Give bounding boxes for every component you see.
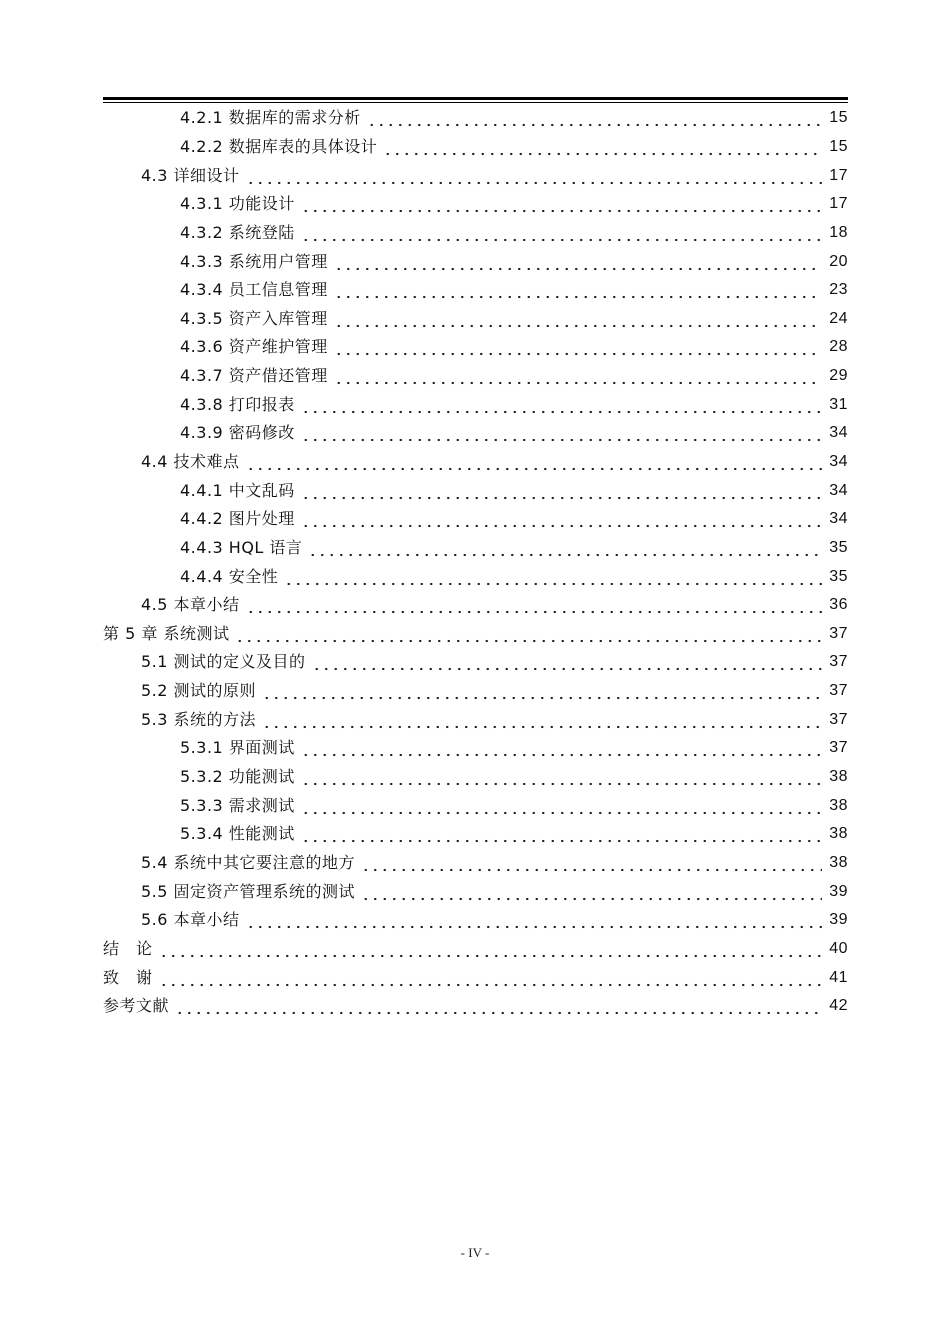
header-rule-thick [103, 97, 848, 100]
toc-entry-title: 功能设计 [228, 194, 295, 214]
toc-entry-title: 数据库表的具体设计 [228, 136, 378, 156]
toc-entry-page: 38 [829, 853, 848, 871]
toc-entry[interactable] [103, 219, 848, 248]
toc-entry[interactable] [103, 849, 848, 878]
toc-entry-title: 结 论 [103, 938, 153, 958]
toc-entry[interactable] [103, 963, 848, 992]
toc-dot-leader [262, 714, 822, 730]
toc-entry-title: 数据库的需求分析 [228, 108, 361, 128]
toc-entry[interactable] [103, 390, 848, 419]
toc-entry-number: 4.3.6 [180, 337, 229, 357]
toc-entry[interactable] [103, 333, 848, 362]
toc-entry-title: 详细设计 [173, 165, 240, 185]
toc-entry[interactable] [103, 877, 848, 906]
toc-entry-number: 4.3.5 [180, 308, 229, 328]
toc-dot-leader [367, 112, 822, 128]
toc-entry-page: 15 [829, 109, 848, 127]
toc-entry-title: 界面测试 [228, 738, 295, 758]
toc-entry-number: 4.3.8 [180, 394, 229, 414]
toc-entry-title: 系统中其它要注意的地方 [173, 852, 356, 872]
toc-entry-page: 24 [829, 309, 848, 327]
toc-entry-page: 37 [829, 624, 848, 642]
toc-entry-title: 固定资产管理系统的测试 [173, 881, 356, 901]
toc-entry[interactable] [103, 476, 848, 505]
toc-dot-leader [361, 886, 822, 902]
toc-entry-number: 5.4 [141, 852, 174, 872]
toc-entry-page: 31 [829, 395, 848, 413]
toc-entry-title: 资产入库管理 [228, 308, 328, 328]
toc-dot-leader [284, 571, 822, 587]
toc-entry-number: 4.3.2 [180, 222, 229, 242]
toc-entry-page: 37 [829, 739, 848, 757]
toc-dot-leader [159, 943, 822, 959]
toc-entry-number: 5.3.4 [180, 824, 229, 844]
toc-entry-title: 性能测试 [228, 824, 295, 844]
toc-entry[interactable] [103, 820, 848, 849]
toc-entry[interactable] [103, 791, 848, 820]
toc-entry-page: 15 [829, 137, 848, 155]
toc-entry[interactable] [103, 677, 848, 706]
toc-entry-number: 第 5 章 [103, 623, 164, 643]
toc-entry-page: 28 [829, 338, 848, 356]
toc-entry-number: 5.2 [141, 681, 174, 701]
toc-entry-title: 安全性 [228, 566, 279, 586]
toc-dot-leader [301, 399, 822, 415]
toc-entry-title: 中文乱码 [228, 480, 295, 500]
toc-entry-number: 4.3.4 [180, 280, 229, 300]
toc-dot-leader [262, 685, 822, 701]
toc-dot-leader [301, 198, 822, 214]
toc-dot-leader [334, 256, 822, 272]
toc-entry-title: 技术难点 [173, 452, 240, 471]
toc-entry-number: 4.3.3 [180, 251, 229, 271]
toc-entry-title: 系统用户管理 [228, 251, 328, 271]
toc-entry[interactable] [103, 276, 848, 305]
toc-entry-page: 18 [829, 223, 848, 241]
toc-entry-page: 37 [829, 682, 848, 700]
toc-entry[interactable] [103, 734, 848, 763]
toc-entry-page: 38 [829, 768, 848, 786]
toc-entry-page: 42 [829, 997, 848, 1015]
toc-entry-title: 需求测试 [228, 795, 295, 815]
toc-dot-leader [301, 742, 822, 758]
toc-dot-leader [301, 828, 822, 844]
toc-entry-title: 参考文献 [103, 996, 170, 1016]
toc-entry[interactable] [103, 763, 848, 792]
toc-entry-title: 资产维护管理 [228, 337, 328, 357]
toc-entry[interactable] [103, 247, 848, 276]
toc-dot-leader [301, 427, 822, 443]
toc-entry-page: 29 [829, 367, 848, 385]
toc-entry[interactable] [103, 620, 848, 649]
toc-dot-leader [301, 513, 822, 529]
toc-dot-leader [246, 914, 822, 930]
toc-entry[interactable] [103, 906, 848, 935]
toc-entry-page: 39 [829, 911, 848, 929]
toc-entry-page: 34 [829, 424, 848, 442]
toc-entry[interactable] [103, 534, 848, 563]
toc-entry-title: 打印报表 [228, 394, 295, 414]
toc-entry-page: 17 [829, 166, 848, 184]
toc-entry[interactable] [103, 705, 848, 734]
toc-entry[interactable] [103, 304, 848, 333]
toc-entry-title: 资产借还管理 [228, 366, 328, 386]
toc-entry-number: 4.2.1 [180, 108, 229, 128]
toc-entry-title: 本章小结 [173, 910, 240, 930]
page-number-footer: - IV - [460, 1245, 490, 1260]
toc-entry[interactable] [103, 161, 848, 190]
toc-entry-number: 5.3.2 [180, 767, 229, 787]
toc-entry-title: 系统登陆 [228, 222, 295, 242]
toc-entry-number: 4.3.9 [180, 423, 229, 443]
toc-entry[interactable] [103, 190, 848, 219]
toc-entry-title: 功能测试 [228, 767, 295, 787]
toc-dot-leader [334, 341, 822, 357]
toc-entry-number: 4.2.2 [180, 136, 229, 156]
toc-entry-number: 4.3.1 [180, 194, 229, 214]
toc-entry[interactable] [103, 591, 848, 620]
toc-entry-page: 34 [829, 510, 848, 528]
toc-entry-page: 40 [829, 939, 848, 957]
toc-entry-title: 图片处理 [228, 509, 295, 529]
toc-entry-page: 17 [829, 195, 848, 213]
toc-entry[interactable] [103, 935, 848, 964]
toc-dot-leader [334, 284, 822, 300]
toc-entry-title: 系统的方法 [173, 709, 257, 729]
toc-dot-leader [301, 800, 822, 816]
toc-entry-page: 39 [829, 882, 848, 900]
toc-dot-leader [361, 857, 822, 873]
toc-entry-number: 4.4.1 [180, 480, 229, 500]
toc-entry[interactable] [103, 562, 848, 591]
toc-entry-page: 37 [829, 653, 848, 671]
toc-dot-leader [235, 628, 822, 644]
toc-entry-page: 34 [829, 453, 848, 470]
toc-dot-leader [301, 227, 822, 243]
toc-entry-title: 本章小结 [173, 595, 240, 615]
toc-entry-page: 38 [829, 796, 848, 814]
table-of-contents [103, 104, 848, 1021]
toc-entry-title: 测试的定义及目的 [173, 652, 306, 672]
toc-entry[interactable] [103, 362, 848, 391]
toc-entry-number: 5.6 [141, 910, 174, 930]
toc-entry-title: 系统测试 [163, 623, 230, 643]
toc-entry-number: 5.3.1 [180, 738, 229, 758]
toc-entry-page: 23 [829, 281, 848, 299]
toc-entry[interactable] [103, 448, 848, 477]
toc-entry[interactable] [103, 505, 848, 534]
toc-entry-page: 37 [829, 710, 848, 728]
toc-entry-title: 密码修改 [228, 423, 295, 443]
toc-dot-leader [246, 170, 822, 186]
toc-entry[interactable] [103, 992, 848, 1021]
toc-entry-page: 20 [829, 252, 848, 270]
toc-entry-number: 4.4 [141, 452, 174, 471]
toc-entry-number: 4.4.2 [180, 509, 229, 529]
toc-dot-leader [334, 313, 822, 329]
toc-dot-leader [301, 771, 822, 787]
toc-dot-leader [159, 972, 822, 988]
toc-entry[interactable] [103, 104, 848, 133]
toc-entry-number: 4.3 [141, 165, 174, 185]
toc-dot-leader [312, 656, 822, 672]
toc-entry-number: 4.5 [141, 595, 174, 615]
toc-dot-leader [334, 370, 822, 386]
toc-dot-leader [308, 542, 822, 558]
toc-entry-page: 36 [829, 596, 848, 614]
header-rule-thin [103, 102, 848, 103]
toc-entry-page: 35 [829, 538, 848, 556]
toc-entry[interactable] [103, 419, 848, 448]
toc-dot-leader [175, 1000, 822, 1016]
toc-dot-leader [383, 141, 822, 157]
toc-entry-number: 4.4.3 [180, 537, 229, 557]
toc-entry-page: 41 [829, 968, 848, 986]
toc-entry-title: 致 谢 [103, 967, 153, 987]
toc-dot-leader [246, 456, 822, 472]
toc-entry-page: 38 [829, 825, 848, 843]
toc-entry[interactable] [103, 648, 848, 677]
toc-entry-number: 5.3 [141, 709, 174, 729]
toc-dot-leader [246, 599, 822, 615]
toc-entry-title: HQL 语言 [228, 537, 303, 557]
toc-entry-number: 5.1 [141, 652, 174, 672]
toc-entry-number: 4.4.4 [180, 566, 229, 586]
toc-entry-number: 4.3.7 [180, 366, 229, 386]
toc-entry-number: 5.3.3 [180, 795, 229, 815]
toc-dot-leader [301, 485, 822, 501]
toc-entry[interactable] [103, 133, 848, 162]
toc-entry-page: 34 [829, 481, 848, 499]
toc-entry-number: 5.5 [141, 881, 174, 901]
toc-entry-title: 测试的原则 [173, 681, 257, 701]
toc-entry-page: 35 [829, 567, 848, 585]
toc-entry-title: 员工信息管理 [228, 280, 328, 300]
